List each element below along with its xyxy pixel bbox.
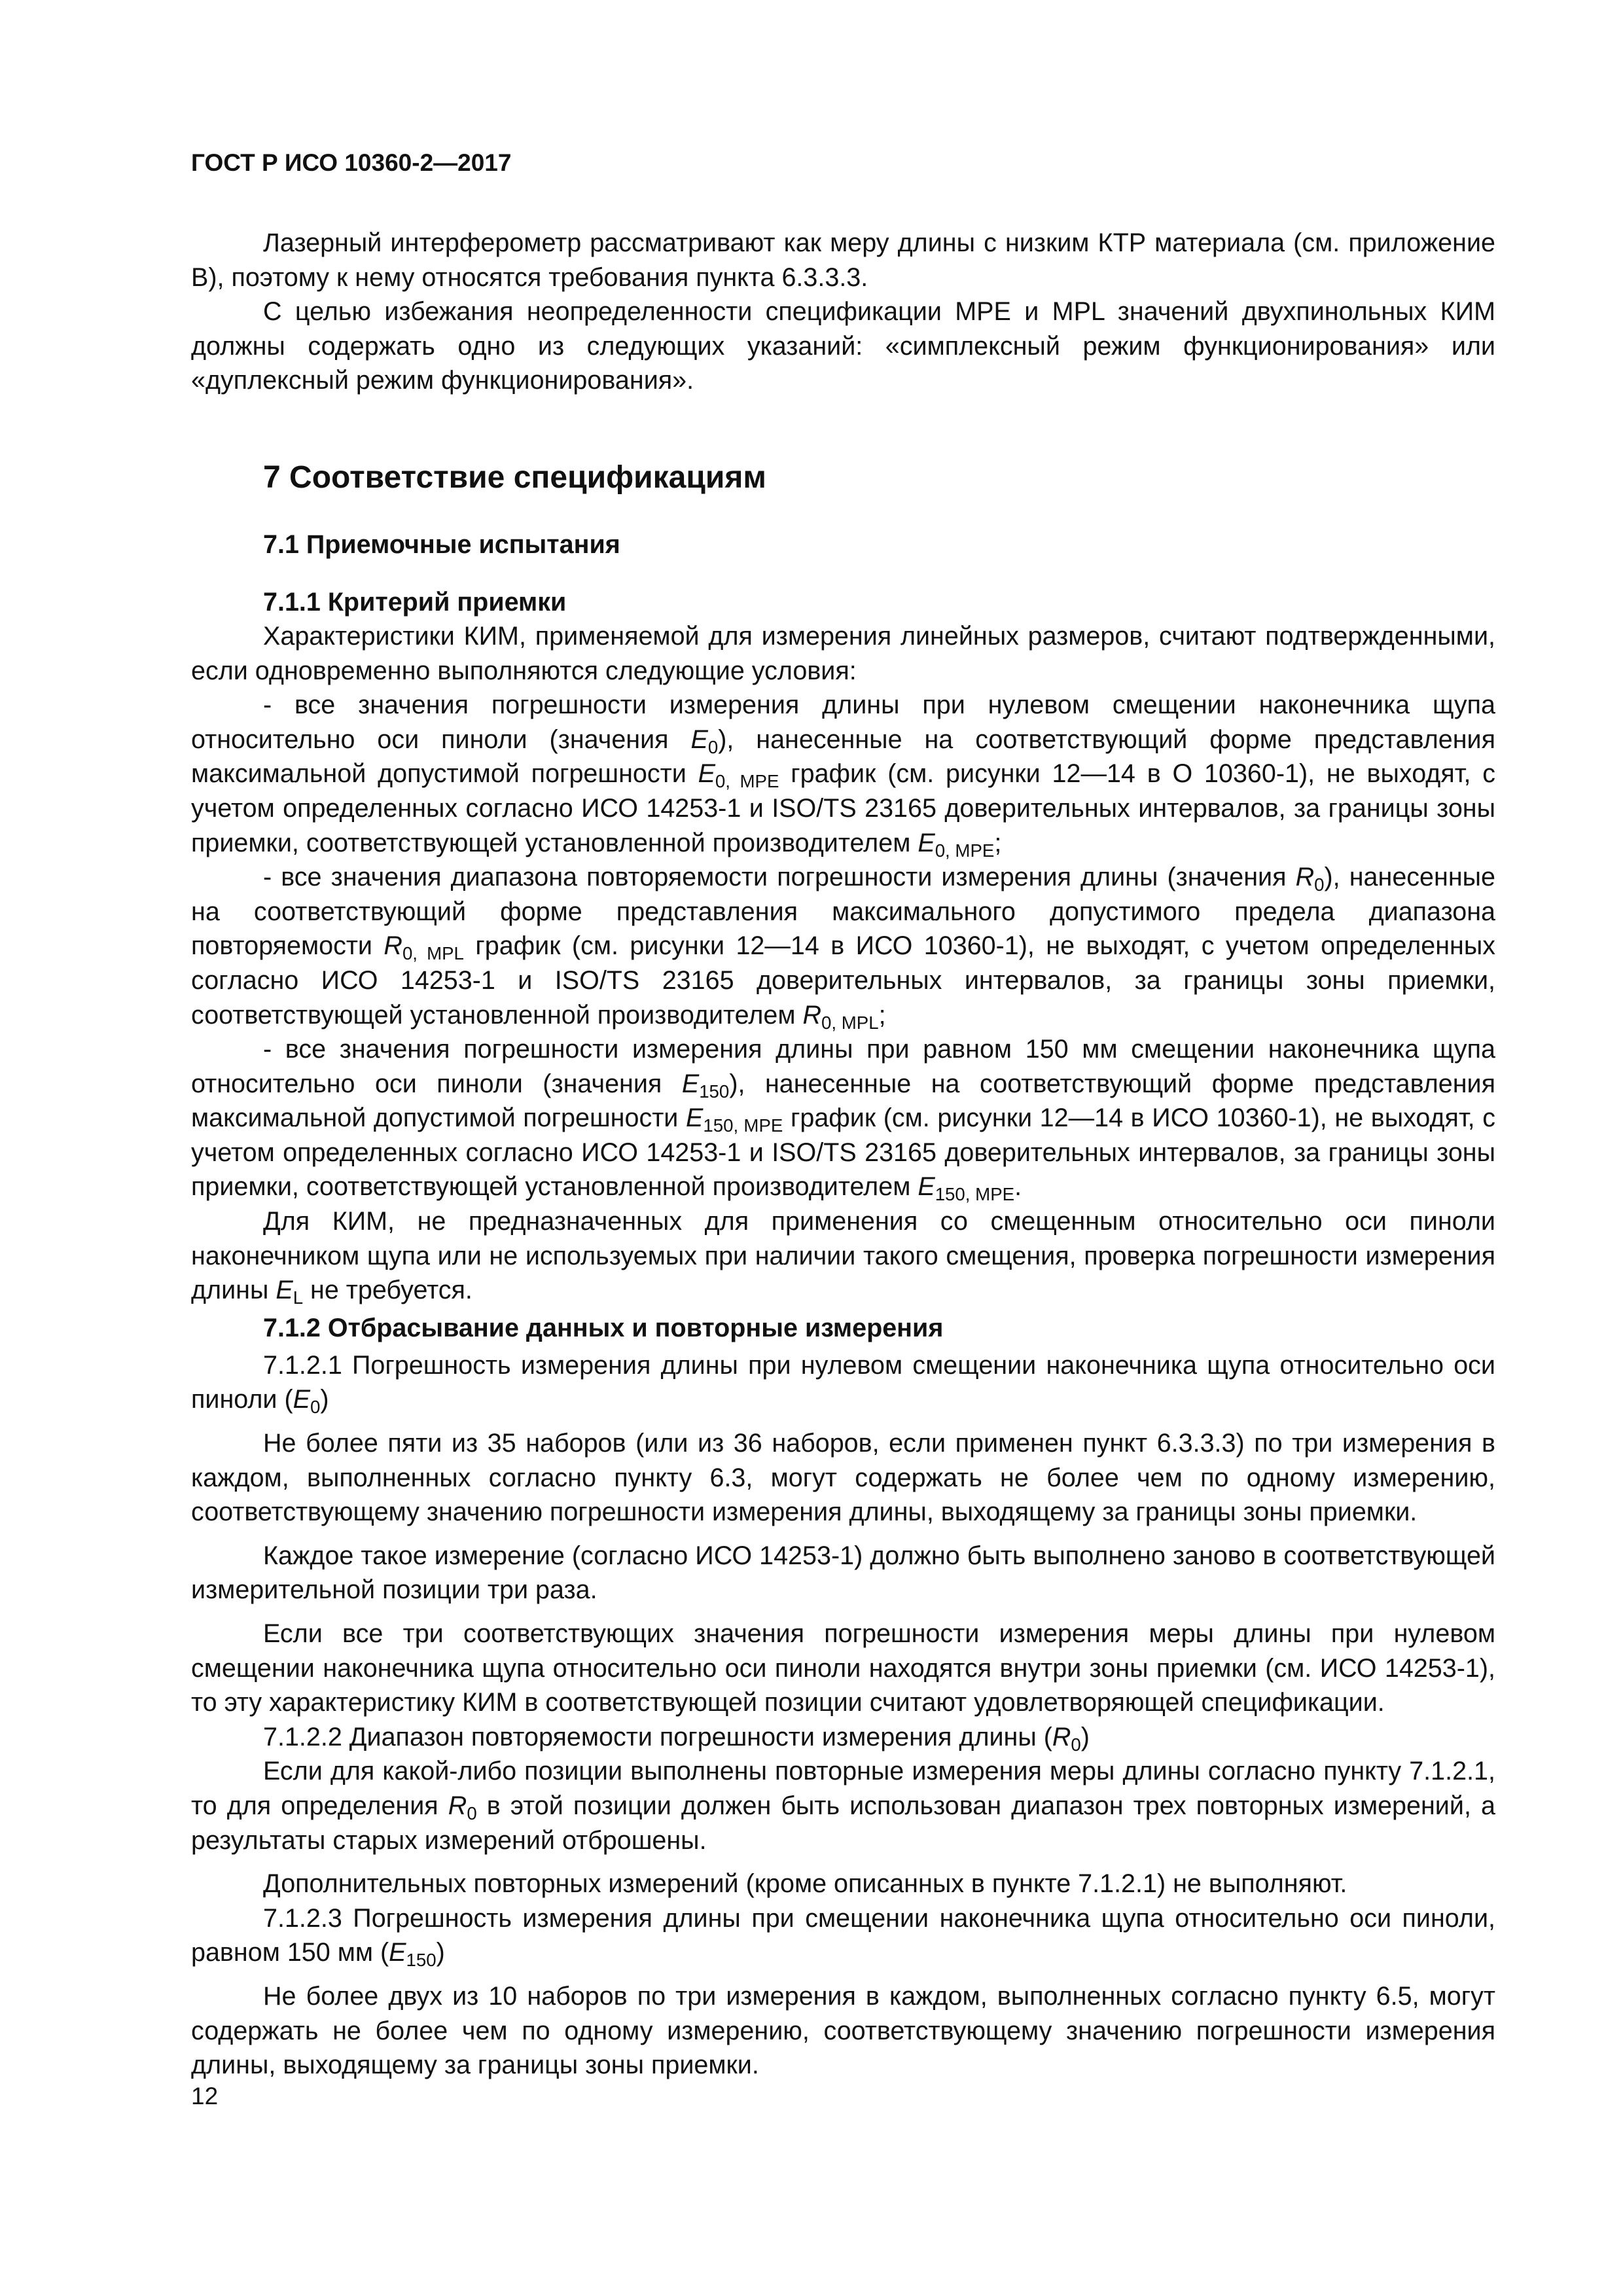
page-number: 12 <box>191 2083 219 2109</box>
criterion-item-2: - все значения диапазона повторяемости погрешности измерения длины (значения $R_0$), нанесенные на соответствующий форме представления максимального допустимого предела диапазона повторяемости $R_{0, MPL}$ график (см. рисунки 12—14 в ИСО 10360-1), не выходят, с учетом определенных согласно ИСО 14253-1 и ISO/TS 23165 доверительных интервалов, за границы зоны приемки, соответствующей установленной производителем $R_{0, MPL}$; <box>191 863 1496 1033</box>
section-7-1-title: 7.1 Приемочные испытания <box>263 529 620 559</box>
document-header: ГОСТ Р ИСО 10360-2—2017 <box>191 149 512 176</box>
intro-paragraph-1: Лазерный интерферометр рассматривают как меру длины с низким КТР материала (см. приложение В), поэтому к нему относятся требования пункта 6.3.3.3. <box>191 228 1495 292</box>
section-7-title: 7 Соответствие спецификациям <box>263 459 766 495</box>
clause-7-1-2-3-title: 7.1.2.3 Погрешность измерения длины при смещении наконечника щупа относительно оси пиноли, равном 150 мм $(E_{150})$ <box>191 1903 1495 1971</box>
clause-7-1-2-2-paragraph-1: Если для какой-либо позиции выполнены повторные измерения меры длины согласно пункту 7.1.2.1, то для определения $R_0$ в этой позиции должен быть использован диапазон трех повторных измерений, а результаты старых измерений отброшены. <box>191 1757 1495 1855</box>
clause-7-1-2-1-paragraph-2: Каждое такое измерение (согласно ИСО 14253-1) должно быть выполнено заново в соответствующей измерительной позиции три раза. <box>191 1541 1495 1605</box>
section-7-1-2-title: 7.1.2 Отбрасывание данных и повторные измерения <box>263 1313 944 1342</box>
criteria-intro: Характеристики КИМ, применяемой для измерения линейных размеров, считают подтвержденными, если одновременно выполняются следующие условия: <box>191 621 1495 685</box>
clause-7-1-2-2-title: 7.1.2.2 Диапазон повторяемости погрешности измерения длины $(R_0)$ <box>263 1722 1090 1755</box>
criterion-item-3: - все значения погрешности измерения длины при равном 150 мм смещении наконечника щупа относительно оси пиноли (значения $E_{150}$), нанесенные на соответствующий форме представления максимальной допустимой погрешности $E_{150, MPE}$ график (см. рисунки 12—14 в ИСО 10360-1), не выходят, с учетом определенных согласно ИСО 14253-1 и ISO/TS 23165 доверительных интервалов, за границы зоны приемки, соответствующей установленной производителем $E_{150, MPE}$. <box>191 1035 1496 1205</box>
clause-7-1-2-3-paragraph-1: Не более двух из 10 наборов по три измерения в каждом, выполненных согласно пункту 6.5, могут содержать не более чем по одному измерению, соответствующему значению погрешности измерения длины, выходящему за границы зоны приемки. <box>191 1981 1495 2080</box>
clause-7-1-2-2-paragraph-2: Дополнительных повторных измерений (кроме описанных в пункте 7.1.2.1) не выполняют. <box>263 1869 1347 1899</box>
criterion-item-1: - все значения погрешности измерения длины при нулевом смещении наконечника щупа относительно оси пиноли (значения $E_0$), нанесенные на соответствующий форме представления максимальной допустимой погрешности $E_{0, MPE}$ график (см. рисунки 12—14 в О 10360-1), не выходят, с учетом определенных согласно ИСО 14253-1 и ISO/TS 23165 доверительных интервалов, за границы зоны приемки, соответствующей установленной производителем $E_{0, MPE}$; <box>191 691 1496 861</box>
clause-7-1-2-1-paragraph-1: Не более пяти из 35 наборов (или из 36 наборов, если применен пункт 6.3.3.3) по три измерения в каждом, выполненных согласно пункту 6.3, могут содержать не более чем по одному измерению, соответствующему значению погрешности измерения длины, выходящему за границы зоны приемки. <box>191 1429 1495 1527</box>
page-body <box>191 226 1495 2083</box>
clause-7-1-2-1-paragraph-3: Если все три соответствующих значения погрешности измерения меры длины при нулевом смещении наконечника щупа относительно оси пиноли находятся внутри зоны приемки (см. ИСО 14253-1), то эту характеристику КИМ в соответствующей позиции считают удовлетворяющей спецификации. <box>191 1619 1495 1717</box>
criteria-note: Для КИМ, не предназначенных для применения со смещенным относительно оси пиноли наконечником щупа или не используемых при наличии такого смещения, проверка погрешности измерения длины $E_L$ не требуется. <box>191 1207 1495 1308</box>
clause-7-1-2-1-title: 7.1.2.1 Погрешность измерения длины при нулевом смещении наконечника щупа относительно оси пиноли $(E_0)$ <box>191 1350 1495 1418</box>
intro-paragraph-2: С целью избежания неопределенности спецификации MPE и MPL значений двухпинольных КИМ должны содержать одно из следующих указаний: «симплексный режим функционирования» или «дуплексный режим функционирования». <box>191 297 1495 395</box>
section-7-1-1-title: 7.1.1 Критерий приемки <box>263 587 567 617</box>
